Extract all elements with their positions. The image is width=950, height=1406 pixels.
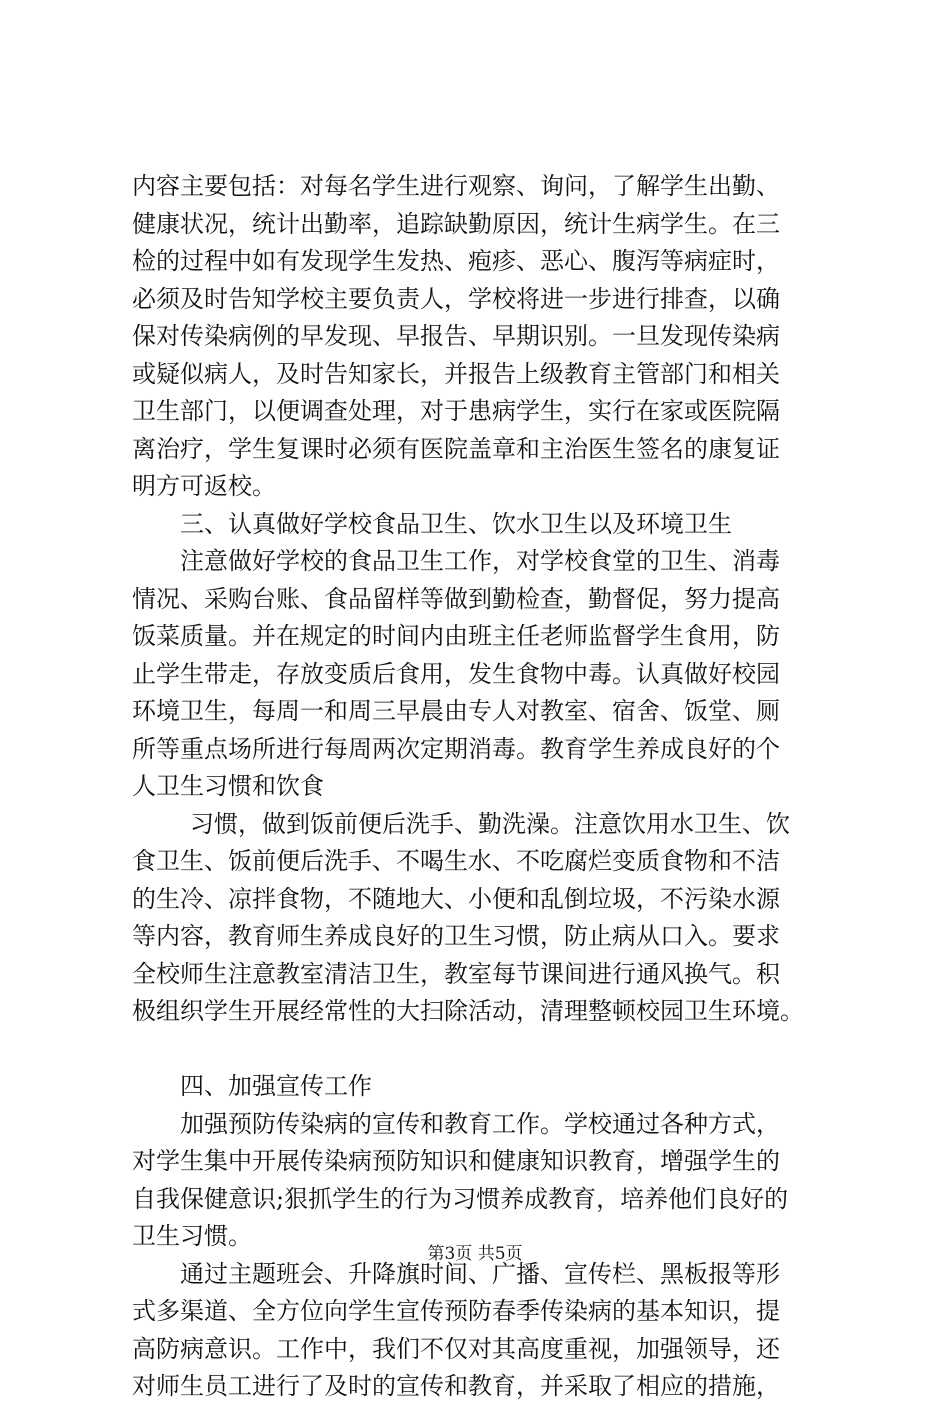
text-line: 等内容，教育师生养成良好的卫生习惯，防止病从口入。要求 <box>132 922 780 950</box>
text-line: 环境卫生，每周一和周三早晨由专人对教室、宿舍、饭堂、厕 <box>132 697 780 725</box>
text-line: 通过主题班会、升降旗时间、广播、宣传栏、黑板报等形 <box>180 1259 780 1288</box>
text-line: 离治疗，学生复课时必须有医院盖章和主治医生签名的康复证 <box>132 434 780 463</box>
page-number-label: 第3页 共5页 <box>427 1244 523 1264</box>
text-line: 明方可返校。 <box>132 472 276 500</box>
text-line: 卫生习惯。 <box>132 1222 252 1250</box>
paragraph <box>132 1106 832 1256</box>
text-line: 人卫生习惯和饮食 <box>132 772 324 800</box>
text-line: 全校师生注意教室清洁卫生，教室每节课间进行通风换气。积 <box>132 959 780 988</box>
paragraph <box>132 543 832 806</box>
text-line: 检的过程中如有发现学生发热、疱疹、恶心、腹泻等病症时， <box>132 247 780 275</box>
text-line: 式多渠道、全方位向学生宣传预防春季传染病的基本知识，提 <box>132 1297 780 1325</box>
text-line: 加强预防传染病的宣传和教育工作。学校通过各种方式， <box>180 1109 780 1138</box>
document-body <box>132 168 832 1406</box>
text-line: 对学生集中开展传染病预防知识和健康知识教育，增强学生的 <box>132 1147 780 1175</box>
text-line: 或疑似病人，及时告知家长，并报告上级教育主管部门和相关 <box>132 359 780 388</box>
text-line: 食卫生、饭前便后洗手、不喝生水、不吃腐烂变质食物和不洁 <box>132 847 780 875</box>
paragraph <box>132 1256 832 1406</box>
blank-line <box>132 1031 832 1069</box>
text-line: 自我保健意识;狠抓学生的行为习惯养成教育，培养他们良好的 <box>132 1184 789 1213</box>
section-heading: 四、加强宣传工作 <box>180 1072 372 1100</box>
text-line: 保对传染病例的早发现、早报告、早期识别。一旦发现传染病 <box>132 322 780 350</box>
page-footer <box>0 1242 950 1266</box>
text-line: 对师生员工进行了及时的宣传和教育，并采取了相应的措施， <box>132 1372 780 1400</box>
paragraph <box>132 168 832 506</box>
text-line: 习惯，做到饭前便后洗手、勤洗澡。注意饮用水卫生、饮 <box>190 809 790 838</box>
text-line: 健康状况，统计出勤率，追踪缺勤原因，统计生病学生。在三 <box>132 209 780 238</box>
paragraph <box>132 806 832 1031</box>
text-line: 必须及时告知学校主要负责人，学校将进一步进行排查，以确 <box>132 284 780 313</box>
text-line: 内容主要包括：对每名学生进行观察、询问，了解学生出勤、 <box>132 172 780 200</box>
text-line: 止学生带走，存放变质后食用，发生食物中毒。认真做好校园 <box>132 659 780 688</box>
text-line: 注意做好学校的食品卫生工作，对学校食堂的卫生、消毒 <box>180 547 780 575</box>
text-line: 饭菜质量。并在规定的时间内由班主任老师监督学生食用，防 <box>132 622 780 650</box>
section-heading: 三、认真做好学校食品卫生、饮水卫生以及环境卫生 <box>180 509 732 538</box>
text-line: 极组织学生开展经常性的大扫除活动，清理整顿校园卫生环境。 <box>132 997 804 1025</box>
text-line: 情况、采购台账、食品留样等做到勤检查，勤督促，努力提高 <box>132 584 780 613</box>
text-line: 的生冷、凉拌食物，不随地大、小便和乱倒垃圾，不污染水源 <box>132 884 780 913</box>
text-line: 所等重点场所进行每周两次定期消毒。教育学生养成良好的个 <box>132 734 780 763</box>
text-line: 高防病意识。工作中，我们不仅对其高度重视，加强领导，还 <box>132 1334 780 1363</box>
text-line: 卫生部门，以便调查处理，对于患病学生，实行在家或医院隔 <box>132 397 780 425</box>
